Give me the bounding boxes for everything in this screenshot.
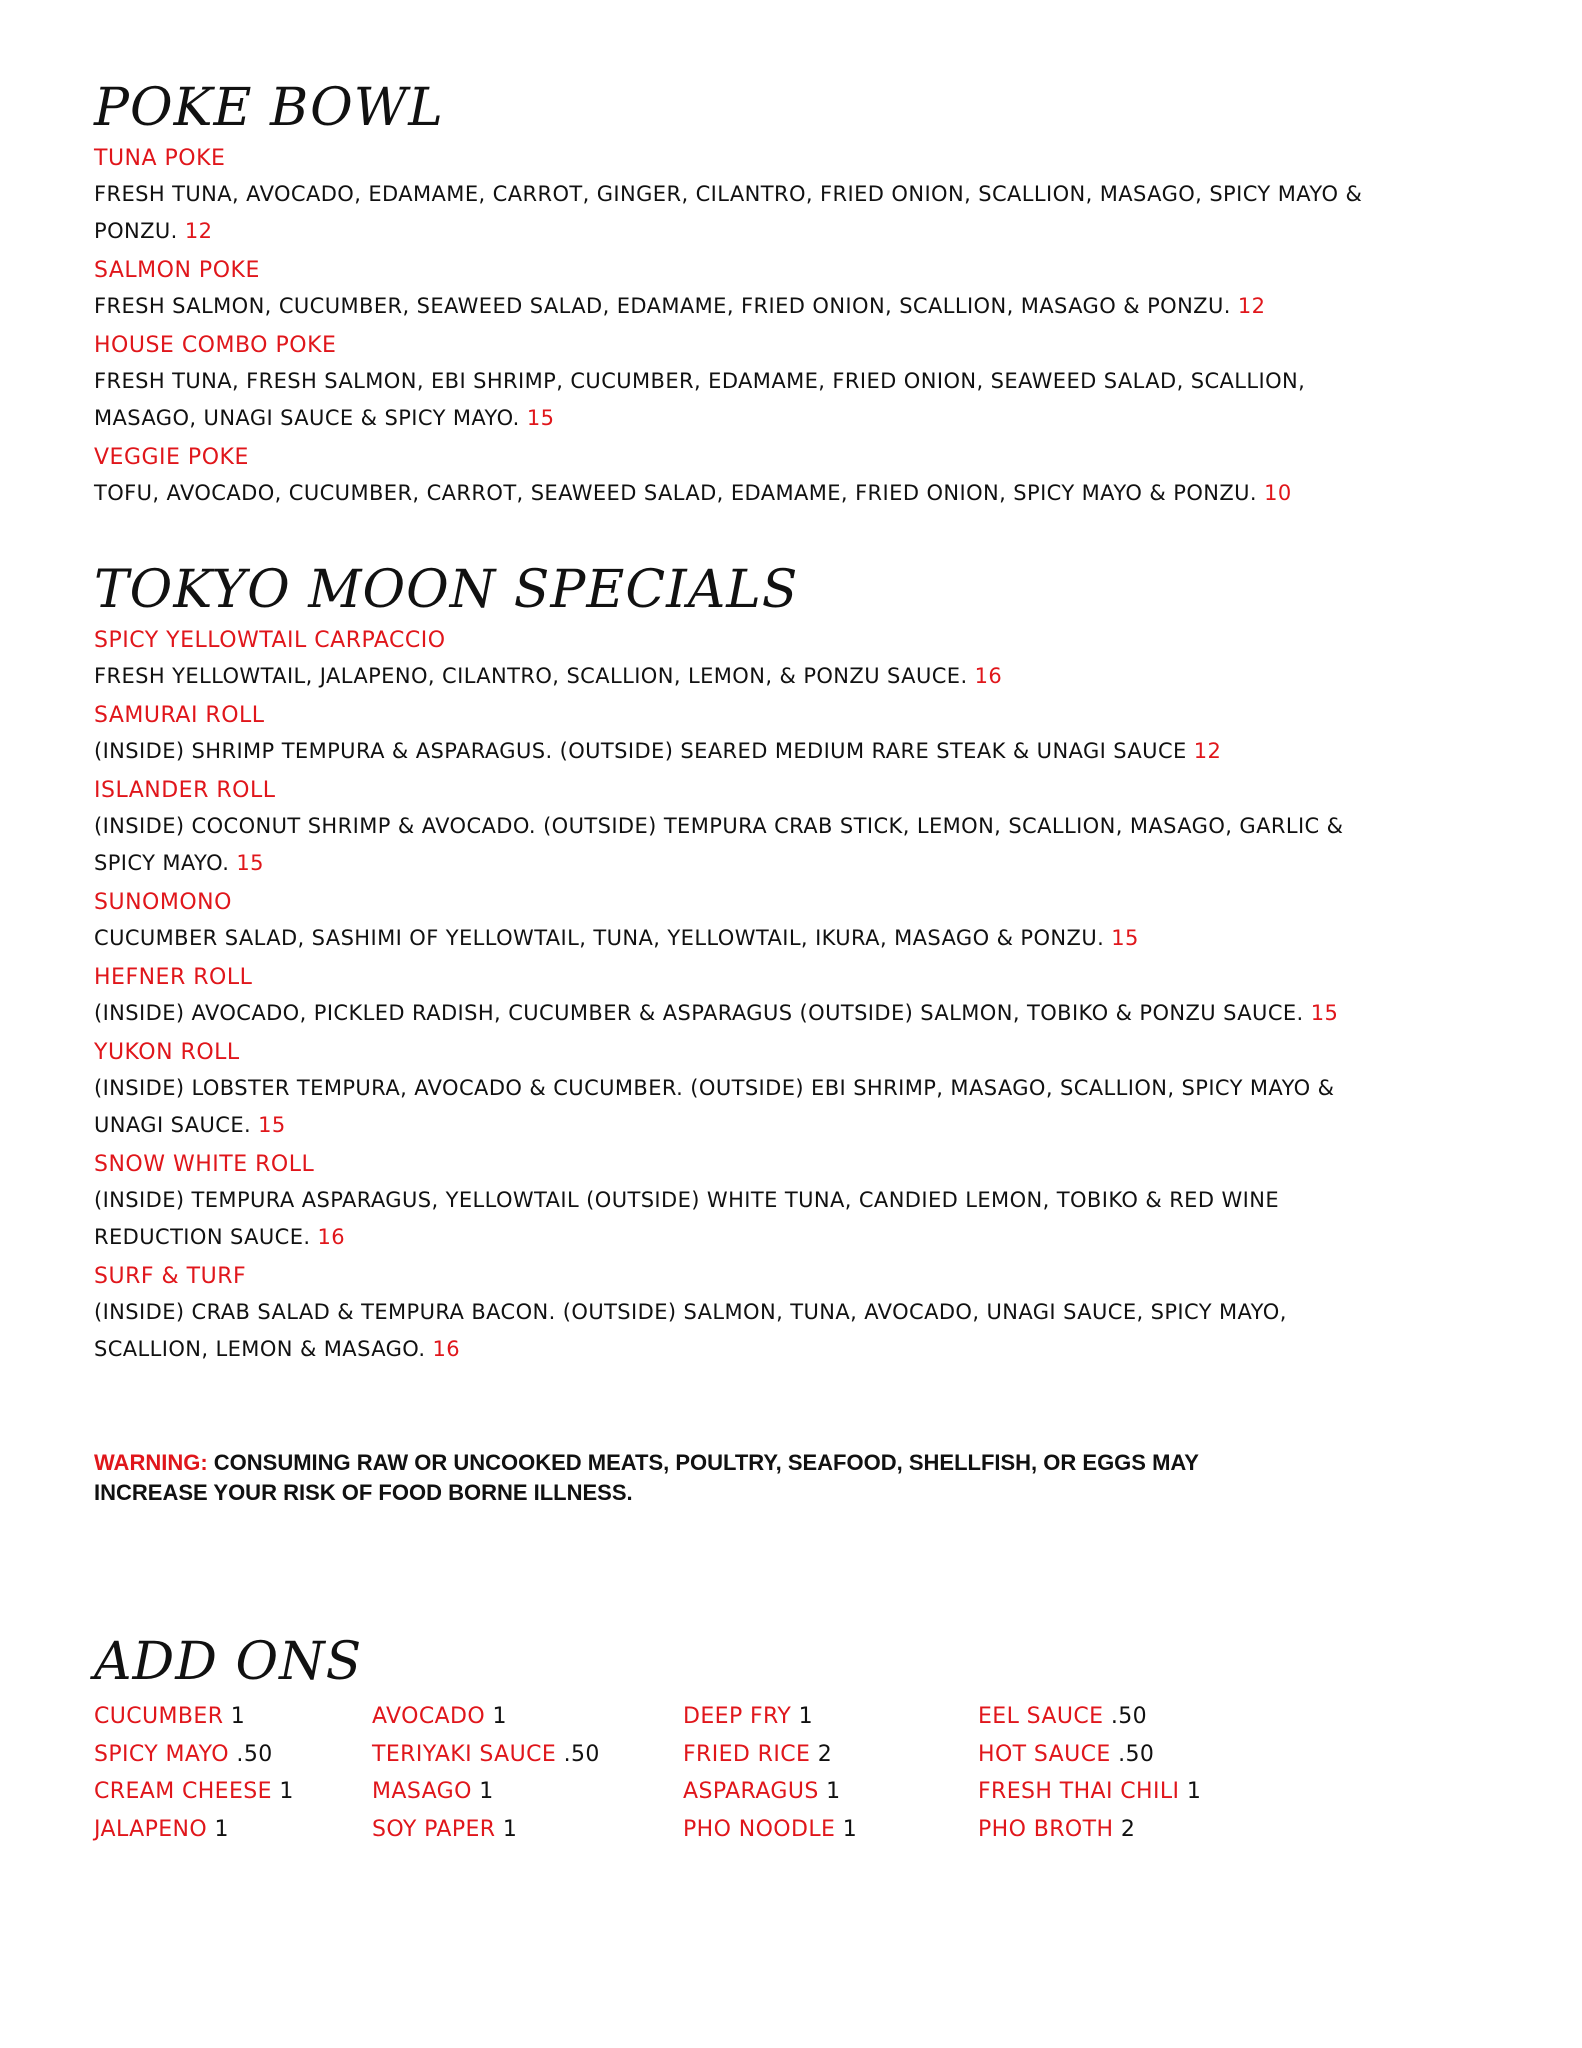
add-on-item: SPICY MAYO .50 [94,1742,273,1767]
add-on-item: EEL SAUCE .50 [978,1704,1148,1729]
menu-item-description: (INSIDE) AVOCADO, PICKLED RADISH, CUCUMBER & ASPARAGUS (OUTSIDE) SALMON, TOBIKO & PONZU SAUCE. 15 [94,1001,1339,1025]
menu-item-description: FRESH YELLOWTAIL, JALAPENO, CILANTRO, SCALLION, LEMON, & PONZU SAUCE. 16 [94,664,1003,688]
poke-bowl-title: POKE BOWL [94,78,444,138]
menu-item-description: FRESH TUNA, FRESH SALMON, EBI SHRIMP, CUCUMBER, EDAMAME, FRIED ONION, SEAWEED SALAD, SCALLION, MASAGO, UNAGI SAUCE & SPICY MAYO. 15 [94,369,1306,430]
menu-item-price: 16 [432,1337,461,1361]
menu-item-name: SURF & TURF [94,1264,247,1289]
menu-item-price: 15 [1111,926,1139,950]
menu-item-price: 12 [1237,294,1266,318]
add-on-item: AVOCADO 1 [372,1704,507,1729]
food-safety-warning [94,1448,1294,1508]
menu-item-price: 15 [526,406,555,430]
menu-item-price: 12 [1193,739,1222,763]
menu-item-name: SPICY YELLOWTAIL CARPACCIO [94,628,446,653]
menu-item-name: SNOW WHITE ROLL [94,1152,315,1177]
menu-item-name: SALMON POKE [94,258,260,283]
add-on-item: FRIED RICE 2 [683,1742,833,1767]
menu-item-price: 12 [184,219,213,243]
menu-item-name: VEGGIE POKE [94,445,249,470]
menu-item-description: (INSIDE) LOBSTER TEMPURA, AVOCADO & CUCUMBER. (OUTSIDE) EBI SHRIMP, MASAGO, SCALLION, SPICY MAYO & UNAGI SAUCE. 15 [94,1076,1335,1137]
menu-item-description: CUCUMBER SALAD, SASHIMI OF YELLOWTAIL, TUNA, YELLOWTAIL, IKURA, MASAGO & PONZU. 15 [94,926,1139,950]
menu-item-name: SUNOMONO [94,890,232,915]
add-on-item: CUCUMBER 1 [94,1704,246,1729]
menu-item-description: (INSIDE) SHRIMP TEMPURA & ASPARAGUS. (OUTSIDE) SEARED MEDIUM RARE STEAK & UNAGI SAUCE 12 [94,739,1222,763]
add-on-item: CREAM CHEESE 1 [94,1779,294,1804]
menu-item-name: HOUSE COMBO POKE [94,333,337,358]
add-on-item: MASAGO 1 [372,1779,494,1804]
menu-item-description: FRESH TUNA, AVOCADO, EDAMAME, CARROT, GINGER, CILANTRO, FRIED ONION, SCALLION, MASAGO, SPICY MAYO & PONZU. 12 [94,182,1363,243]
add-on-item: PHO BROTH 2 [978,1817,1136,1842]
add-on-item: PHO NOODLE 1 [683,1817,858,1842]
menu-item-description: (INSIDE) COCONUT SHRIMP & AVOCADO. (OUTSIDE) TEMPURA CRAB STICK, LEMON, SCALLION, MASAGO, GARLIC & SPICY MAYO. 15 [94,814,1344,875]
menu-item-price: 16 [974,664,1003,688]
add-on-item: FRESH THAI CHILI 1 [978,1779,1202,1804]
menu-item-price: 10 [1264,481,1292,505]
add-on-item: SOY PAPER 1 [372,1817,518,1842]
warning-label: WARNING: [94,1450,208,1475]
add-ons-title: ADD ONS [94,1632,363,1692]
menu-item-name: YUKON ROLL [94,1040,240,1065]
add-on-item: ASPARAGUS 1 [683,1779,841,1804]
warning-text: CONSUMING RAW OR UNCOOKED MEATS, POULTRY, SEAFOOD, SHELLFISH, OR EGGS MAY INCREASE YOUR RISK OF FOOD BORNE ILLNESS. [94,1450,1199,1505]
menu-item-price: 16 [317,1225,346,1249]
menu-item-name: HEFNER ROLL [94,965,253,990]
menu-item-description: (INSIDE) CRAB SALAD & TEMPURA BACON. (OUTSIDE) SALMON, TUNA, AVOCADO, UNAGI SAUCE, SPICY MAYO, SCALLION, LEMON & MASAGO. 16 [94,1300,1287,1361]
menu-item-price: 15 [236,851,264,875]
menu-item-description: (INSIDE) TEMPURA ASPARAGUS, YELLOWTAIL (OUTSIDE) WHITE TUNA, CANDIED LEMON, TOBIKO & RED WINE REDUCTION SAUCE. 16 [94,1188,1280,1249]
menu-item-price: 15 [258,1113,286,1137]
add-on-item: JALAPENO 1 [94,1817,229,1842]
add-on-item: DEEP FRY 1 [683,1704,813,1729]
add-on-item: TERIYAKI SAUCE .50 [372,1742,600,1767]
menu-item-description: TOFU, AVOCADO, CUCUMBER, CARROT, SEAWEED SALAD, EDAMAME, FRIED ONION, SPICY MAYO & PONZU. 10 [94,481,1292,505]
menu-item-price: 15 [1310,1001,1339,1025]
menu-item-description: FRESH SALMON, CUCUMBER, SEAWEED SALAD, EDAMAME, FRIED ONION, SCALLION, MASAGO & PONZU. 12 [94,294,1266,318]
specials-title: TOKYO MOON SPECIALS [94,560,799,620]
add-on-item: HOT SAUCE .50 [978,1742,1155,1767]
menu-item-name: ISLANDER ROLL [94,778,276,803]
menu-item-name: SAMURAI ROLL [94,703,265,728]
menu-item-name: TUNA POKE [94,146,226,171]
